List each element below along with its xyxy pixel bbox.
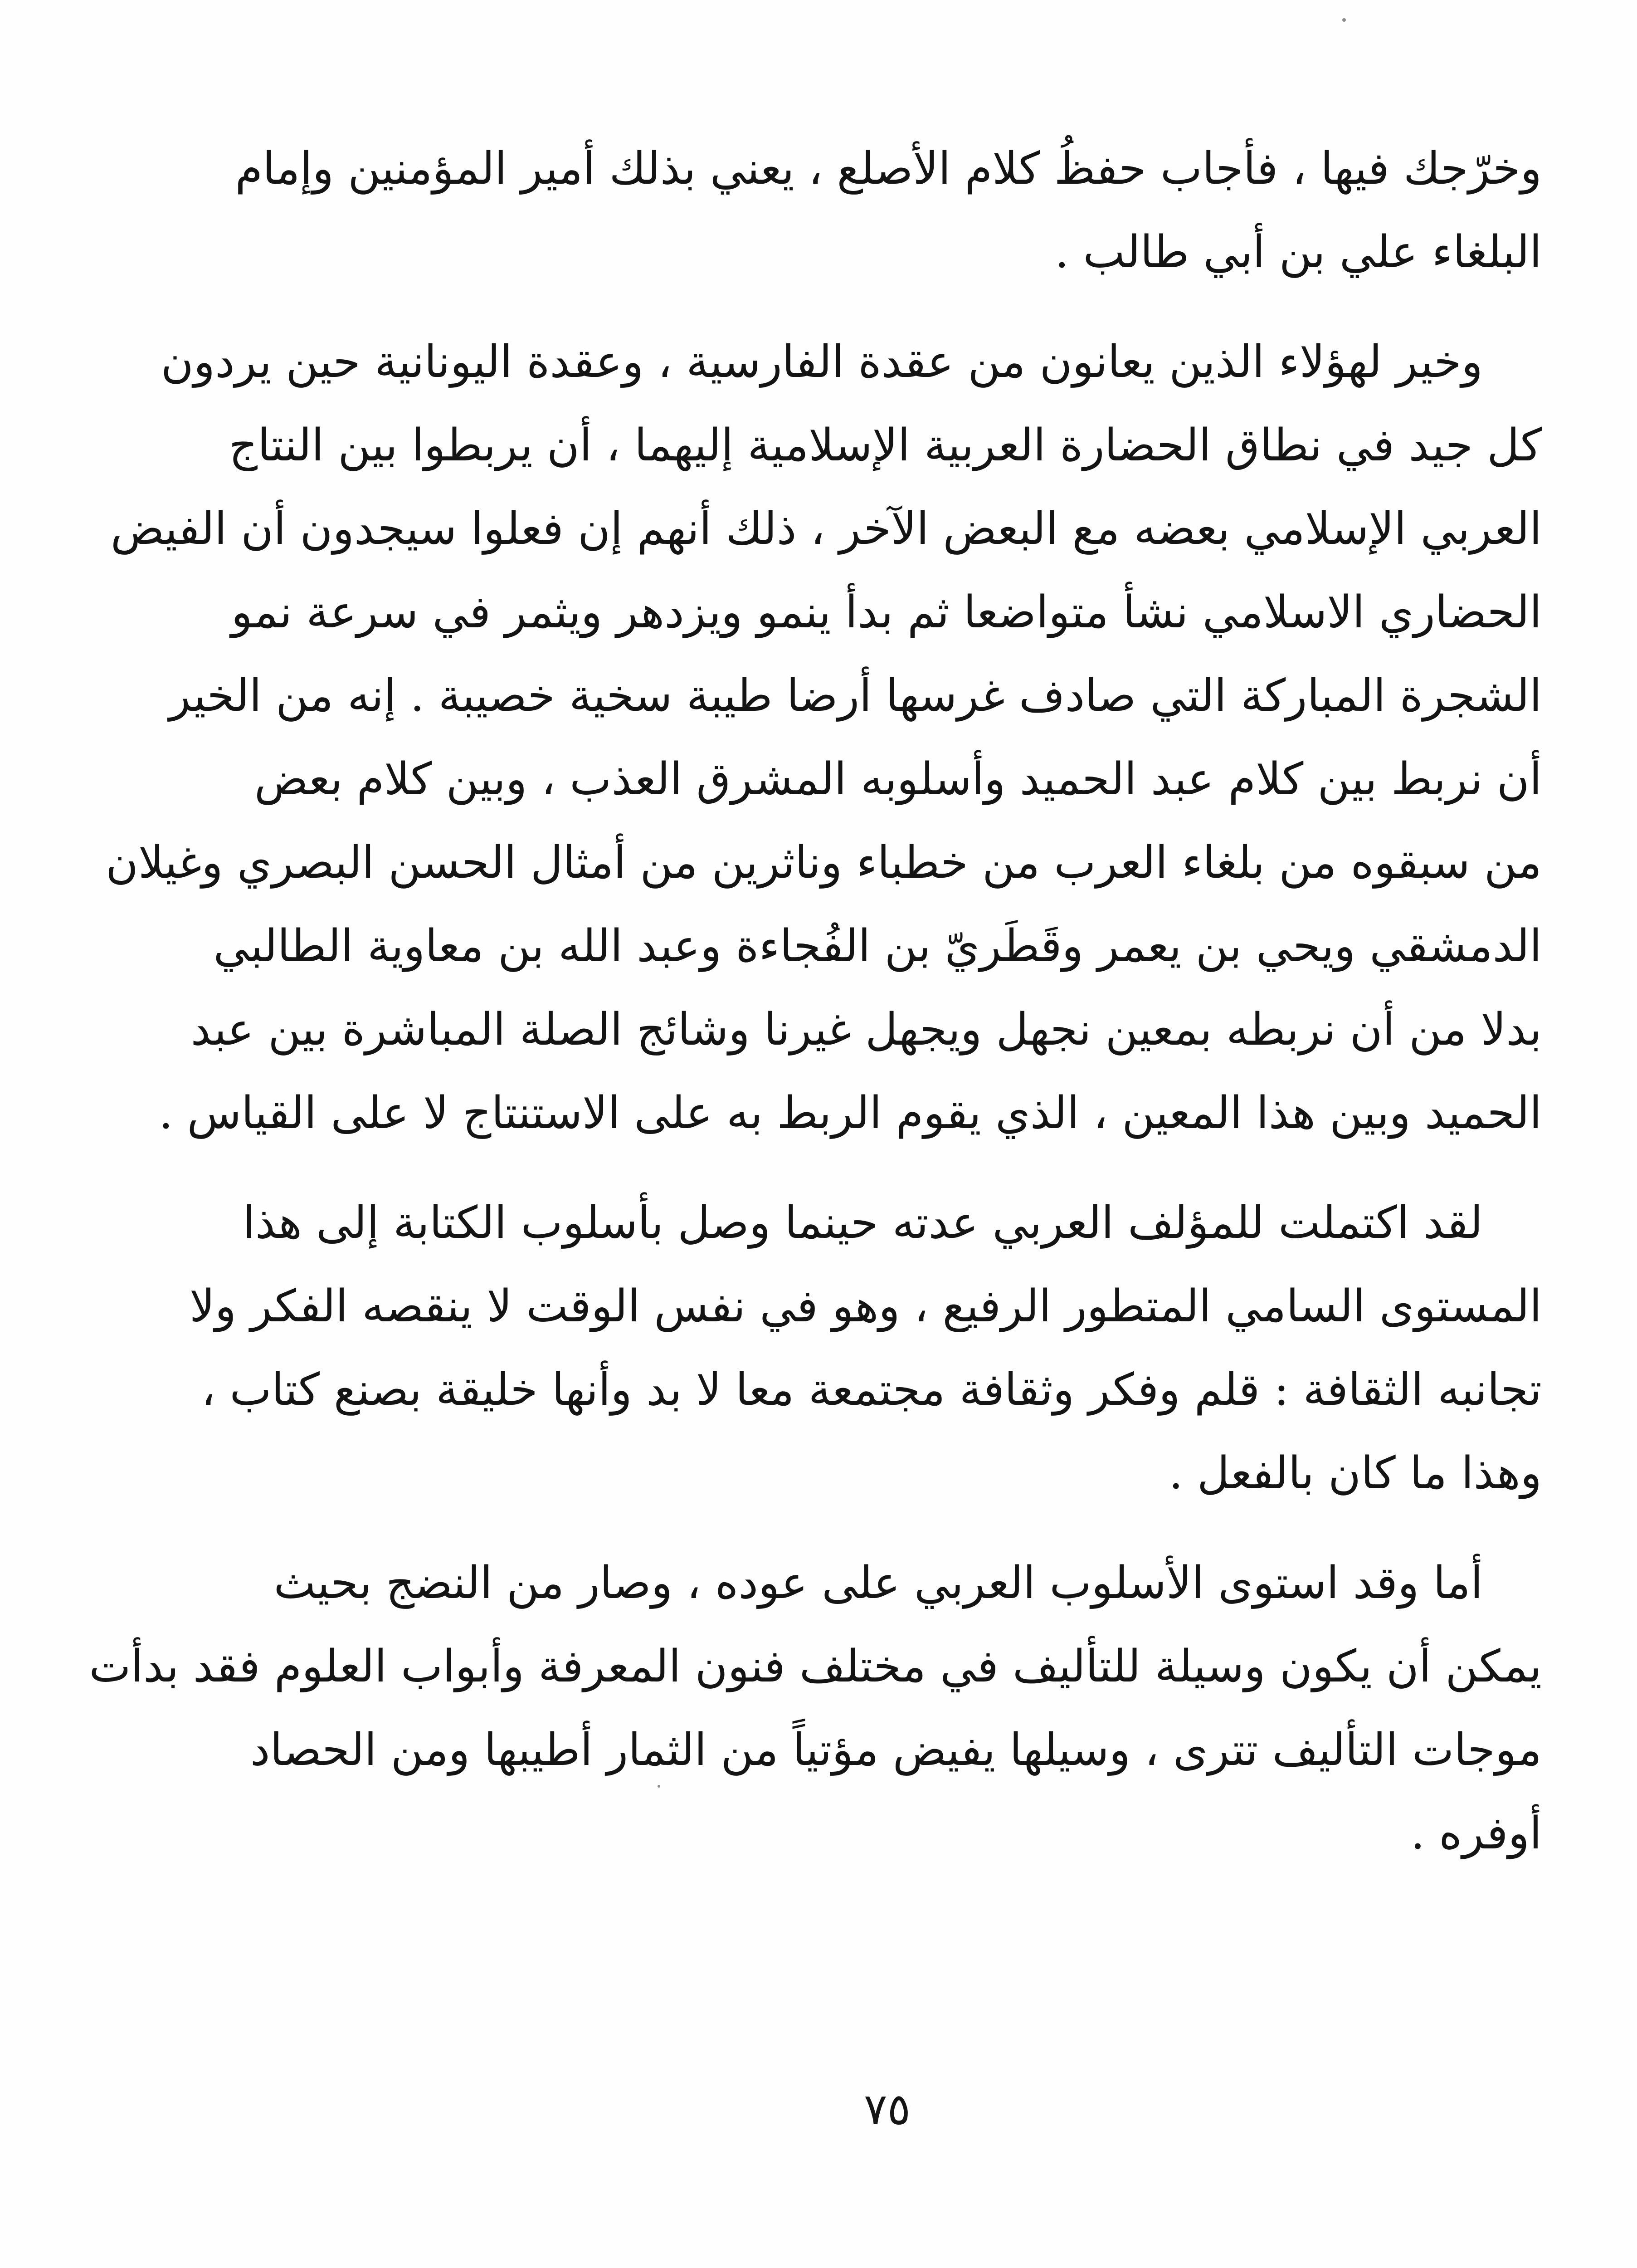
body-text — [89, 127, 1542, 1875]
text-line: الحضاري الاسلامي نشأ متواضعا ثم بدأ ينمو ويزدهر ويثمر في سرعة نمو — [231, 587, 1542, 638]
text-line: الشجرة المباركة التي صادف غرسها أرضا طيبة سخية خصيبة . إنه من الخير — [169, 670, 1542, 722]
text-line: المستوى السامي المتطور الرفيع ، وهو في نفس الوقت لا ينقصه الفكر ولا — [189, 1281, 1542, 1332]
page-number: ٧٥ — [864, 2084, 911, 2135]
text-line: أوفره . — [1410, 1808, 1542, 1859]
text-line: الدمشقي ويحي بن يعمر وقَطَريّ بن الفُجاءة وعبد الله بن معاوية الطالبي — [213, 920, 1542, 972]
scan-speck — [1342, 18, 1346, 22]
text-line: موجات التأليف تترى ، وسيلها يفيض مؤتياً من الثمار أطيبها ومن الحصاد — [250, 1724, 1542, 1776]
text-line: تجانبه الثقافة : قلم وفكر وثقافة مجتمعة معا لا بد وأنها خليقة بصنع كتاب ، — [201, 1364, 1542, 1416]
paragraph-1 — [235, 127, 1542, 294]
text-line: من سبقوه من بلغاء العرب من خطباء وناثرين من أمثال الحسن البصري وغيلان — [106, 837, 1542, 889]
text-line: لقد اكتملت للمؤلف العربي عدته حينما وصل بأسلوب الكتابة إلى هذا — [243, 1197, 1483, 1249]
text-line: الحميد وبين هذا المعين ، الذي يقوم الربط به على الاستنتاج لا على القياس . — [159, 1087, 1542, 1139]
paragraph-2 — [106, 320, 1542, 1155]
text-line: بدلا من أن نربطه بمعين نجهل ويجهل غيرنا وشائج الصلة المباشرة بين عبد — [190, 1004, 1542, 1056]
text-line: وهذا ما كان بالفعل . — [1169, 1447, 1542, 1499]
text-line: العربي الإسلامي بعضه مع البعض الآخر ، ذلك أنهم إن فعلوا سيجدون أن الفيض — [110, 503, 1542, 555]
text-line: كل جيد في نطاق الحضارة العربية الإسلامية إليهما ، أن يربطوا بين النتاج — [229, 420, 1542, 471]
text-line: أما وقد استوى الأسلوب العربي على عوده ، وصار من النضج بحيث — [273, 1557, 1483, 1609]
text-line: وخير لهؤلاء الذين يعانون من عقدة الفارسية ، وعقدة اليونانية حين يردون — [161, 336, 1483, 388]
paragraph-3 — [189, 1181, 1542, 1515]
text-line: وخرّجك فيها ، فأجاب حفظُ كلام الأصلع ، يعني بذلك أمير المؤمنين وإمام — [235, 143, 1542, 195]
text-line: يمكن أن يكون وسيلة للتأليف في مختلف فنون المعرفة وأبواب العلوم فقد بدأت — [89, 1641, 1542, 1692]
text-line: البلغاء علي بن أبي طالب . — [1055, 226, 1542, 278]
scan-speck — [658, 1785, 660, 1788]
text-line: أن نربط بين كلام عبد الحميد وأسلوبه المشرق العذب ، وبين كلام بعض — [254, 753, 1542, 805]
paragraph-4 — [89, 1541, 1542, 1875]
